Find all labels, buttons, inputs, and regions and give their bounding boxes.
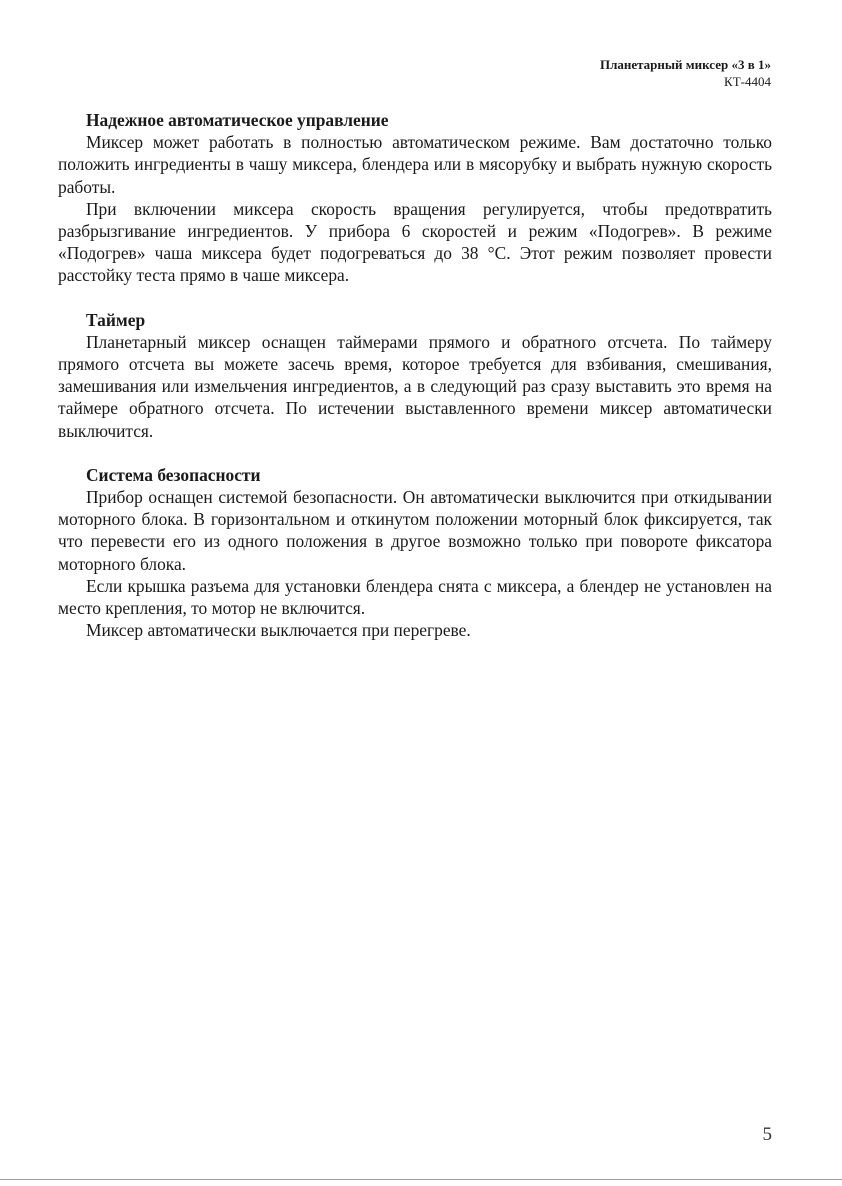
running-header xyxy=(600,56,771,90)
bottom-divider xyxy=(0,1179,842,1180)
header-title: Планетарный миксер «3 в 1» xyxy=(599,57,771,72)
header-model: КТ-4404 xyxy=(724,74,771,89)
paragraph: Миксер автоматически выключается при перегреве. xyxy=(86,620,471,641)
paragraph: Планетарный миксер оснащен таймерами прямого и обратного отсчета. По таймеру прямого отсчета вы можете засечь время, которое требуется для взбивания, смешивания, замешивания или измельчения ингредиентов, а в следующий раз сразу выставить это время на таймере обратного отсчета. По истечении выставленного времени миксер автоматически выключится. xyxy=(58,331,772,441)
paragraph: Прибор оснащен системой безопасности. Он автоматически выключится при откидывании моторного блока. В горизонтальном и откинутом положении моторный блок фиксируется, так что перевести его из одного положения в другое возможно только при повороте фиксатора моторного блока. xyxy=(58,487,772,574)
section-heading: Система безопасности xyxy=(86,464,261,485)
page-content xyxy=(58,109,772,663)
section-timer xyxy=(58,309,772,442)
page-number: 5 xyxy=(762,1124,772,1145)
section-heading: Надежное автоматическое управление xyxy=(86,110,389,130)
section-safety-system xyxy=(58,464,772,642)
paragraph: При включении миксера скорость вращения регулируется, чтобы предотвратить разбрызгивание ингредиентов. У прибора 6 скоростей и режим «Подогрев». В режиме «Подогрев» чаша миксера будет подогреваться до 38 °С. Этот режим позволяет провести расстойку теста прямо в чаше миксера. xyxy=(58,198,772,286)
paragraph: Миксер может работать в полностью автоматическом режиме. Вам достаточно только положить ингредиенты в чашу миксера, блендера или в мясорубку и выбрать нужную скорость работы. xyxy=(58,132,772,197)
paragraph: Если крышка разъема для установки блендера снята с миксера, а блендер не установлен на место крепления, то мотор не включится. xyxy=(58,575,772,619)
section-automatic-control xyxy=(58,109,772,287)
section-heading: Таймер xyxy=(86,309,146,330)
